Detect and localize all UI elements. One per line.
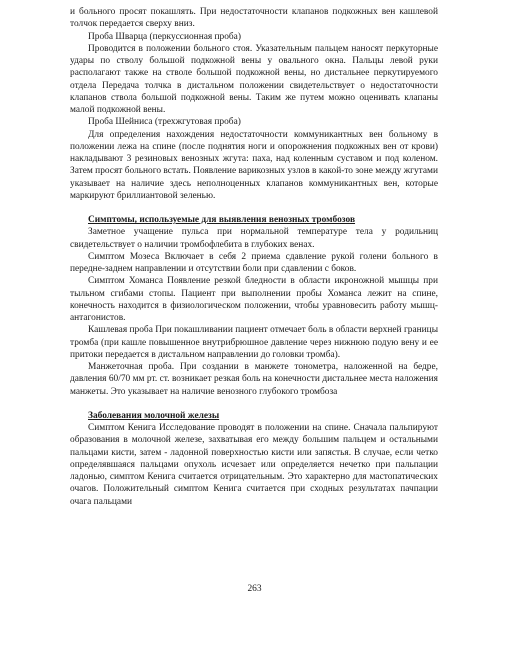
- body-paragraph: Для определения нахождения недостаточности коммуникантных вен больному в положении лежа на спине (после поднятия ноги и опорожнения подкожных вен от крови) накладывают 3 резиновых венозных жгута: паха, над коленным суставом и под коленом. Затем просят больного встать. Появление варикозных узлов в какой-то зоне между жгутами указывает на наличие здесь неполноценных клапанов коммуникантных вен, которые маркируют бриллиантовой зеленью.: [70, 129, 438, 201]
- body-paragraph: Кашлевая проба При покашливании пациент отмечает боль в области верхней границы тромба (при кашле повышенное внутрибрюшное давление через нижнюю подую вену и ее притоки передается в дистальном направлении до головки тромба).: [70, 325, 438, 360]
- body-paragraph: Проба Шварца (перкуссионная проба): [88, 31, 241, 42]
- body-paragraph: Симптом Кенига Исследование проводят в положении на спине. Сначала пальпируют образования в молочной железе, захватывая его между большим пальцем и остальными пальцами кисти, затем - ладонной поверхностью кисти или запястья. В случае, если четко определявшаяся пальцами опухоль исчезает или определяется нечетко при пальпации ладонью, симптом Кенига считается отрицательным. Это характерно для мастопатических очагов. Положительный симптом Кенига считается при сходных результатах пачпации очага пальцами: [70, 423, 438, 507]
- body-paragraph: Манжеточная проба. При создании в манжете тонометра, наложенной на бедре, давления 60/70 мм рт. ст. возникает резкая боль на конечности дистальнее места наложения манжеты. Это указывает на наличие венозного глубокого тромбоза: [70, 362, 438, 397]
- body-paragraph: Заметное учащение пульса при нормальной температуре тела у родильниц свидетельствует о наличии тромбофлебита в глубоких венах.: [70, 227, 438, 250]
- page-body-text: [70, 6, 438, 508]
- section-heading: Заболевания молочной железы: [88, 410, 220, 421]
- section-spacer: [70, 202, 438, 214]
- body-paragraph: Проба Шейниса (трехжгутовая проба): [88, 117, 241, 128]
- body-paragraph: Симптом Хоманса Появление резкой бледности в области икроножной мышцы при тыльном сгибами стопы. Пациент при выполнении пробы Хоманса лежит на спине, конечность находится в физиологическом положении, чтобы уравновесить работу мышц-антагонистов.: [70, 276, 438, 323]
- body-paragraph: Проводится в положении больного стоя. Указательным пальцем наносят перкуторные удары по стволу большой подкожной вены у овального окна. Пальцы левой руки располагают также на стволе большой подкожной вены, но дистальнее перкутируемого отдела Передача толчка в дистальном положении свидетельствует о недостаточности клапанов ствола большой подкожной вены. Таким же путем можно оценивать клапаны малой подкожной вены.: [70, 43, 438, 115]
- section-heading: Симптомы, используемые для выявления венозных тромбозов: [88, 215, 356, 225]
- page-number: 263: [247, 584, 262, 594]
- body-paragraph: и больного просят покашлять. При недостаточности клапанов подкожных вен кашлевой толчок передается сверху вниз.: [70, 7, 438, 30]
- section-spacer: [70, 398, 438, 410]
- body-paragraph: Симптом Мозеса Включает в себя 2 приема сдавление рукой голени больного в передне-заднем направлении и отсутствии боли при сдавлении с боков.: [70, 251, 438, 274]
